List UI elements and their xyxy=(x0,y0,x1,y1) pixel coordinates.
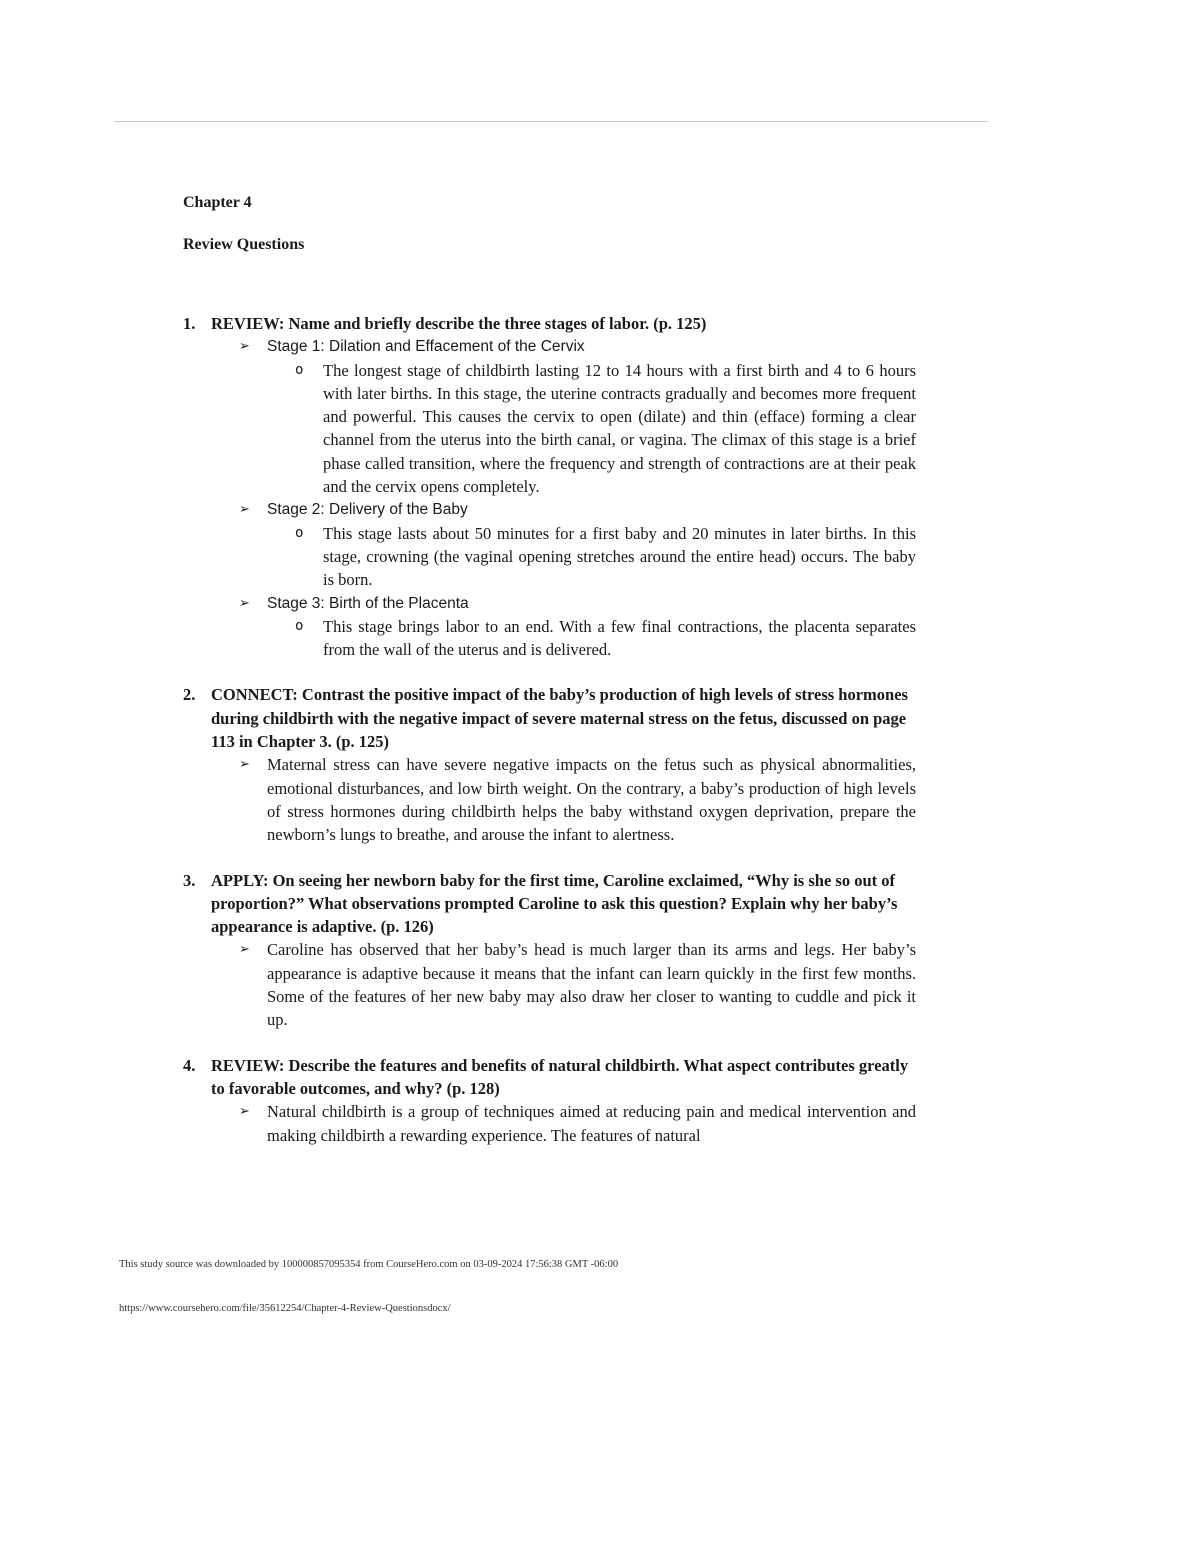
stage-label: Stage 1: Dilation and Effacement of the Cervix xyxy=(267,338,585,356)
download-source-note: This study source was downloaded by 100000857095354 from CourseHero.com on 03-09-2024 17:56:38 GMT -06:00 xyxy=(119,1259,619,1270)
arrow-bullet-icon: ➢ xyxy=(239,757,250,773)
question-prompt: APPLY: On seeing her newborn baby for the first time, Caroline exclaimed, “Why is she so out of proportion?” What observations prompted Caroline to ask this question? Explain why her baby’s appearance is adaptive. (p. 126) xyxy=(211,870,898,937)
question-2 xyxy=(183,683,916,846)
answer-item xyxy=(239,1100,916,1147)
source-url-link[interactable]: https://www.coursehero.com/file/35612254/Chapter-4-Review-Questionsdocx/ xyxy=(119,1303,451,1314)
chapter-title: Chapter 4 xyxy=(183,194,252,211)
circle-bullet-icon: o xyxy=(295,361,304,378)
answer-item xyxy=(239,592,916,662)
section-subtitle: Review Questions xyxy=(183,236,305,253)
stage-detail-item xyxy=(295,615,916,662)
stage-label: Stage 3: Birth of the Placenta xyxy=(267,594,469,612)
answer-text: Caroline has observed that her baby’s head is much larger than its arms and legs. Her baby’s appearance is adaptive because it means that the infant can learn quickly in the first few months. Some of the features of her new baby may also draw her closer to wanting to cuddle and pick it up. xyxy=(267,940,916,1030)
question-number: 3. xyxy=(183,870,196,890)
stage-detail: This stage brings labor to an end. With a few final contractions, the placenta separates from the wall of the uterus and is delivered. xyxy=(323,616,916,660)
stage-detail: The longest stage of childbirth lasting 12 to 14 hours with a first birth and 4 to 6 hours with later births. In this stage, the uterine contracts gradually and becomes more frequent and powerful. This causes the cervix to open (dilate) and thin (efface) forming a clear channel from the uterus into the birth canal, or vagina. The climax of this stage is a brief phase called transition, where the frequency and strength of contractions are at their peak and the cervix opens completely. xyxy=(323,360,916,497)
circle-bullet-icon: o xyxy=(295,617,304,634)
arrow-bullet-icon: ➢ xyxy=(239,942,250,958)
question-prompt: CONNECT: Contrast the positive impact of the baby’s production of high levels of stress hormones during childbirth with the negative impact of severe maternal stress on the fetus, discussed on page 113 in Chapter 3. (p. 125) xyxy=(211,685,908,752)
question-3 xyxy=(183,869,916,1032)
arrow-bullet-icon: ➢ xyxy=(239,1104,250,1120)
question-1 xyxy=(183,312,916,661)
answer-item xyxy=(239,938,916,1031)
header-divider xyxy=(114,121,988,122)
answer-item xyxy=(239,498,916,591)
arrow-bullet-icon: ➢ xyxy=(239,595,250,611)
question-number: 1. xyxy=(183,314,196,333)
answer-text: Natural childbirth is a group of techniques aimed at reducing pain and medical intervention and making childbirth a rewarding experience. The features of natural xyxy=(267,1102,916,1145)
stage-label: Stage 2: Delivery of the Baby xyxy=(267,501,468,519)
arrow-bullet-icon: ➢ xyxy=(239,502,250,518)
question-prompt: REVIEW: Name and briefly describe the three stages of labor. (p. 125) xyxy=(211,314,707,333)
arrow-bullet-icon: ➢ xyxy=(239,339,250,355)
answer-item xyxy=(239,335,916,498)
question-prompt: REVIEW: Describe the features and benefits of natural childbirth. What aspect contributes greatly to favorable outcomes, and why? (p. 128) xyxy=(211,1055,909,1098)
answer-item xyxy=(239,753,916,846)
circle-bullet-icon: o xyxy=(295,524,304,541)
question-4 xyxy=(183,1054,916,1147)
question-number: 4. xyxy=(183,1055,196,1075)
stage-detail-item xyxy=(295,522,916,592)
question-number: 2. xyxy=(183,685,196,705)
answer-text: Maternal stress can have severe negative impacts on the fetus such as physical abnormalities, emotional disturbances, and low birth weight. On the contrary, a baby’s production of high levels of stress hormones during childbirth helps the baby withstand oxygen deprivation, prepare the newborn’s lungs to breathe, and arouse the infant to alertness. xyxy=(267,755,916,845)
document-body xyxy=(183,192,916,1169)
stage-detail-item xyxy=(295,359,916,499)
stage-detail: This stage lasts about 50 minutes for a first baby and 20 minutes in later births. In this stage, crowning (the vaginal opening stretches around the entire head) occurs. The baby is born. xyxy=(323,523,916,590)
